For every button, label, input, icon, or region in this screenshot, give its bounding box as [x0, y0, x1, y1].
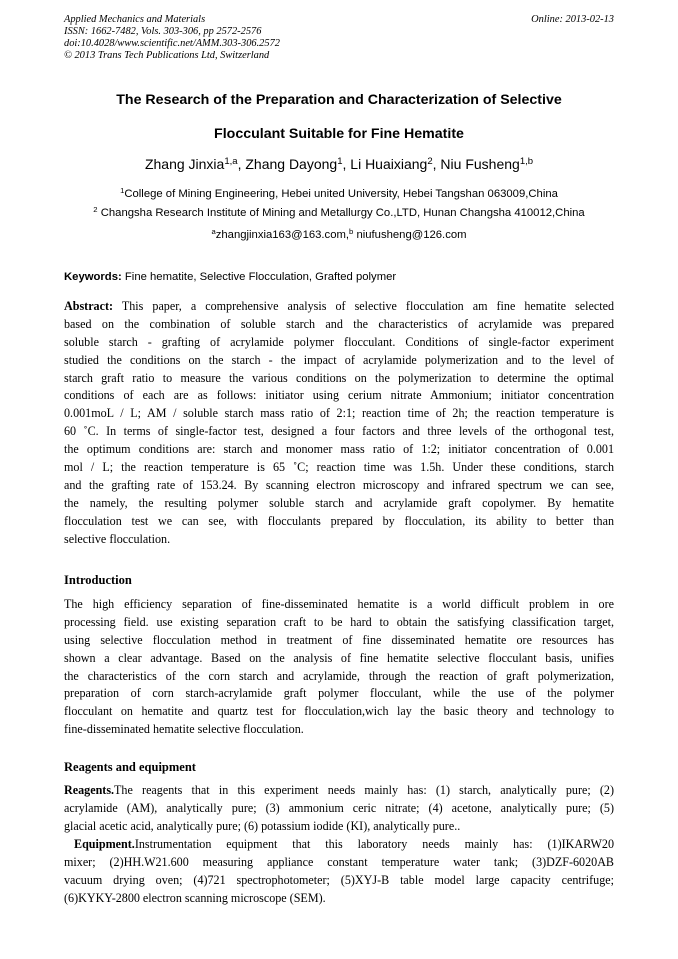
email-sup: b: [349, 226, 354, 236]
author-emails: [64, 226, 614, 241]
author-separator: ,: [342, 156, 351, 172]
author-name: Zhang Dayong: [245, 156, 338, 172]
keywords: [64, 271, 396, 283]
doi-line: doi:10.4028/www.scientific.net/AMM.303-306.2572: [64, 38, 280, 49]
reagents-line: acrylamide (AM), analytically pure; (3) ammonium ceric nitrate; (4) acetone, analytically pure; (5): [64, 800, 614, 815]
section-heading-reagents: Reagents and equipment: [64, 760, 196, 774]
affiliation-sup: 2: [93, 204, 98, 214]
abstract-paragraph: [64, 298, 614, 548]
abstract-line: the namely, the resulting polymer soluble starch and acrylamide graft copolymer. By hematite: [64, 495, 614, 510]
affiliation-1: [64, 185, 614, 200]
equipment-line: [64, 836, 614, 854]
author-name: Niu Fusheng: [440, 156, 520, 172]
abstract-line: flocculation test we can see, with flocculants prepared by flocculation, its ability to better than: [64, 513, 614, 528]
abstract-line: mol / L; the reaction temperature is 65 ˚C; reaction time was 1.5h. Under these conditions, starch: [64, 460, 614, 475]
paper-title-line-2: Flocculant Suitable for Fine Hematite: [214, 126, 464, 142]
author-affiliation-sup: 2: [427, 155, 433, 167]
affiliation-2: [64, 204, 614, 219]
reagents-label: Reagents.: [64, 783, 115, 797]
abstract-line: and the grafting rate of 153.24. By scanning electron microscopy and infrared spectrum we can see,: [64, 477, 614, 492]
issn-line: ISSN: 1662-7482, Vols. 303-306, pp 2572-2576: [64, 26, 262, 37]
email-a-link[interactable]: zhangjinxia163@163.com,: [215, 229, 350, 241]
copyright-line: © 2013 Trans Tech Publications Ltd, Switzerland: [64, 50, 270, 61]
equipment-label: Equipment.: [74, 837, 135, 851]
introduction-line: the characteristics of the corn starch and acrylamide, through the reaction of graft polymerization,: [64, 668, 614, 683]
abstract-line: 0.001moL / L; AM / soluble starch mass ratio of 2:1; reaction time of 2h; the reaction temperature is: [64, 406, 614, 421]
equipment-line-text: Instrumentation equipment that this laboratory needs mainly has: (1)IKARW20: [134, 837, 614, 851]
equipment-line: vacuum drying oven; (4)721 spectrophotometer; (5)XYJ-B table model large capacity centrifuge;: [64, 872, 614, 887]
abstract-line: conditions of each are as follows: initiator using cerium nitrate Ammonium; initiator concentration: [64, 388, 614, 403]
reagents-line: [64, 782, 614, 800]
keywords-label: Keywords:: [64, 271, 122, 283]
introduction-line: using selective flocculation method in treatment of fine disseminated hematite ore resources has: [64, 632, 614, 647]
abstract-line: soluble starch - grafting of acrylamide polymer flocculant. Conditions of single-factor experiment: [64, 334, 614, 349]
equipment-paragraph: [64, 836, 614, 908]
abstract-line: [64, 298, 614, 316]
affiliation-sup: 1: [120, 185, 125, 195]
journal-metadata: [64, 14, 280, 62]
introduction-line: fine-disseminated hematite selective flocculation.: [64, 722, 304, 737]
online-date: Online: 2013-02-13: [531, 14, 614, 25]
abstract-line: based on the combination of soluble starch and the characteristics of acrylamide was prepared: [64, 316, 614, 331]
abstract-line: 60 ˚C. In terms of single-factor test, designed a four factors and three levels of the orthogonal test,: [64, 424, 614, 439]
introduction-line: The high efficiency separation of fine-disseminated hematite is a world difficult problem in ore: [64, 597, 614, 611]
affiliation-text: College of Mining Engineering, Hebei united University, Hebei Tangshan 063009,China: [124, 188, 558, 200]
author-separator: ,: [432, 156, 441, 172]
introduction-line: processing field. use existing separation craft to be hard to obtain the satisfying classification target,: [64, 614, 614, 629]
abstract-line: selective flocculation.: [64, 531, 171, 546]
author-list: [64, 156, 614, 172]
introduction-paragraph: [64, 596, 614, 739]
equipment-line: (6)KYKY-2800 electron scanning microscope (SEM).: [64, 890, 326, 905]
author-name: Zhang Jinxia: [144, 156, 225, 172]
author-affiliation-sup: 1,b: [519, 155, 534, 167]
introduction-line: preparation of corn starch-acrylamide graft polymer flocculant, while the use of the polymer: [64, 686, 614, 701]
reagents-line: glacial acetic acid, analytically pure; (6) potassium iodide (KI), analytically pure..: [64, 818, 461, 833]
paper-title-line-1: The Research of the Preparation and Characterization of Selective: [116, 92, 562, 108]
equipment-line: mixer; (2)HH.W21.600 measuring appliance constant temperature water tank; (3)DZF-6020AB: [64, 854, 614, 869]
author-separator: ,: [237, 156, 246, 172]
introduction-line: shown a clear advantage. Based on the analysis of fine hematite selective flocculant basis, unifies: [64, 650, 614, 665]
email-sup: a: [211, 226, 216, 236]
abstract-line: the optimum conditions are: starch and monomer mass ratio of 1:2; initiator concentration of 0.001: [64, 442, 614, 457]
journal-name: Applied Mechanics and Materials: [64, 14, 206, 25]
author-name: Li Huaixiang: [350, 156, 428, 172]
affiliation-text: Changsha Research Institute of Mining and Metallurgy Co.,LTD, Hunan Changsha 410012,China: [100, 207, 585, 219]
introduction-line: flocculant on hematite and quartz test for flocculation,wich lay the basic theory and technology to: [64, 704, 614, 719]
section-heading-introduction: Introduction: [64, 573, 132, 587]
reagents-line-text: The reagents that in this experiment needs mainly has: (1) starch, analytically pure; (2): [114, 783, 614, 797]
keywords-text: Fine hematite, Selective Flocculation, Grafted polymer: [124, 271, 397, 283]
abstract-label: Abstract:: [64, 299, 114, 313]
abstract-line: starch graft ratio to measure the various conditions on the polymerization to determine the optimal: [64, 370, 614, 385]
abstract-line-text: This paper, a comprehensive analysis of selective flocculation am fine hematite selected: [121, 299, 614, 313]
abstract-line: studied the conditions on the starch - the impact of acrylamide polymerization and to the level of: [64, 352, 614, 367]
reagents-paragraph: [64, 782, 614, 836]
author-affiliation-sup: 1: [337, 155, 343, 167]
email-b-link[interactable]: niufusheng@126.com: [356, 229, 467, 241]
author-affiliation-sup: 1,a: [224, 155, 238, 167]
